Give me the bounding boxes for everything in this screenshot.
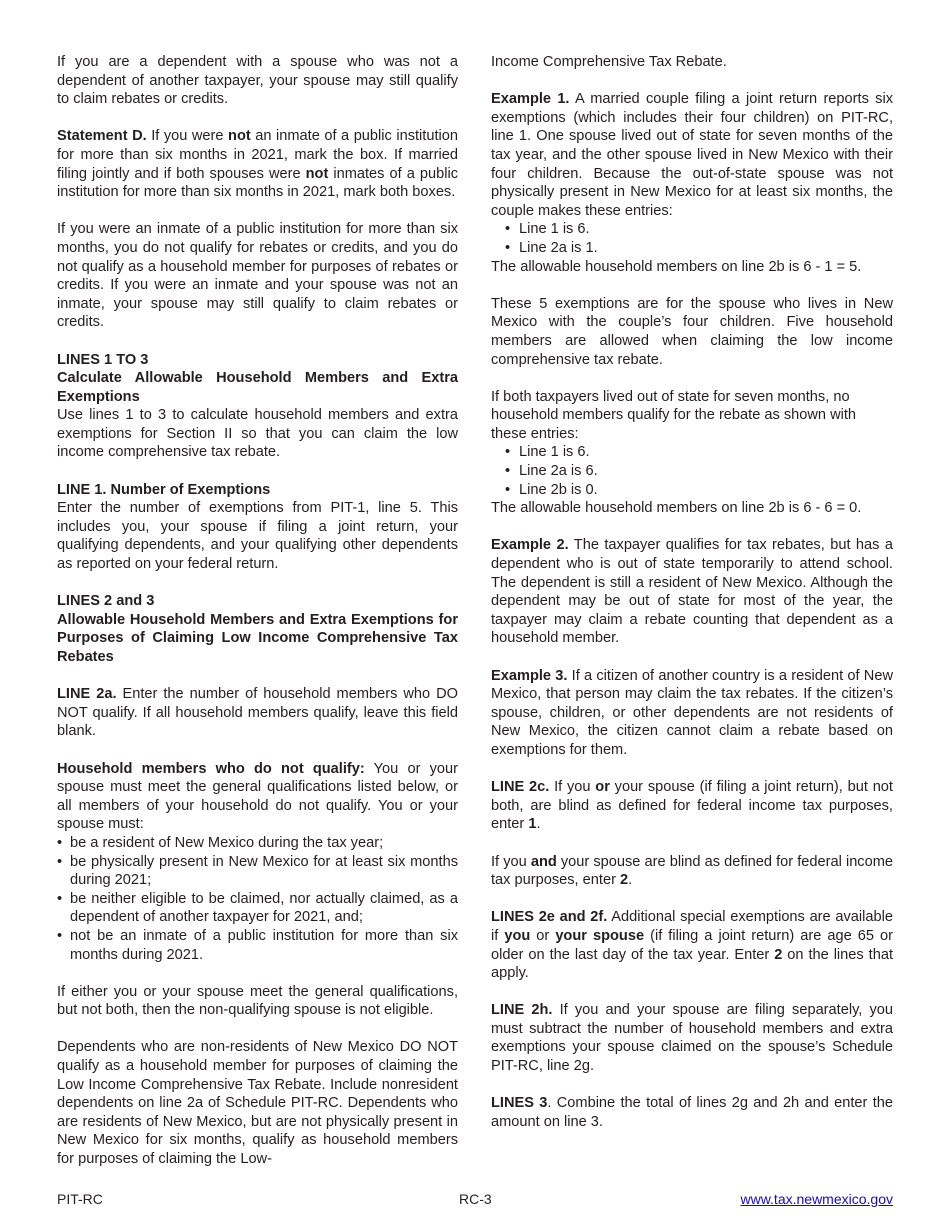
dependents-paragraph: Dependents who are non-residents of New Mexico DO NOT qualify as a household member for purposes of claiming the Low Income Comprehensive Tax Rebate. Include nonresident dependents on line 2a of Schedule PIT-RC. Dependents who are residents of New Mexico, but are not physically present in New Mexico for six months, qualify as household members for purposes of claiming the Low- <box>57 1039 458 1168</box>
either-spouse-paragraph: If either you or your spouse meet the general qualifications, but not both, then the non-qualifying spouse is not eligible. <box>57 983 458 1019</box>
lines-1-3-heading: LINES 1 TO 3 <box>57 351 149 368</box>
both-out-of-state-list <box>491 443 893 499</box>
example-2-paragraph: Example 2. The taxpayer qualifies for tax rebates, but has a dependent who is out of state temporarily to attend school. The dependent is still a resident of New Mexico. Although the dependent may be out of state for most of the year, the taxpayer may claim a rebate counting that dependent as a household member. <box>491 537 893 647</box>
statement-d-paragraph: Statement D. If you were not an inmate of a public institution for more than six months in 2021, mark the box. If married filing jointly and if both spouses were not inmates of a public institution for more than six months in 2021, mark both boxes. <box>57 128 458 201</box>
qualification-list <box>57 834 458 964</box>
household-members-paragraph: Household members who do not qualify: You or your spouse must meet the general qualifications listed below, or all members of your household do not qualify. You or your spouse must: <box>57 760 458 833</box>
five-exemptions-paragraph: These 5 exemptions are for the spouse who lives in New Mexico with the couple’s four children. Five household members are allowed when claiming the low income comprehensive tax rebate. <box>491 295 893 368</box>
spouse-dependent-paragraph: If you are a dependent with a spouse who was not a dependent of another taxpayer, your spouse may still qualify to claim rebates or credits. <box>57 54 458 108</box>
line-1-heading: LINE 1. Number of Exemptions <box>57 481 271 498</box>
lines-2e-2f-paragraph: LINES 2e and 2f. Additional special exemptions are available if you or your spouse (if filing a joint return) are age 65 or older on the last day of the tax year. Enter 2 on the lines that apply. <box>491 909 893 982</box>
line-2a-paragraph: LINE 2a. Enter the number of household members who DO NOT qualify. If all household members qualify, leave this field blank. <box>57 686 458 740</box>
page-footer <box>57 1190 893 1210</box>
lines-3-paragraph: LINES 3. Combine the total of lines 2g and 2h and enter the amount on line 3. <box>491 1095 893 1130</box>
list-item: • Line 1 is 6. <box>491 443 893 462</box>
left-column <box>57 53 458 1187</box>
example-3-paragraph: Example 3. If a citizen of another country is a resident of New Mexico, that person may claim the tax rebates. If the citizen’s spouse, children, or other dependents are not residents of New Mexico, the citizen cannot claim a rebate based on exemptions for them. <box>491 667 893 758</box>
example-1-paragraph: Example 1. A married couple filing a joint return reports six exemptions (which includes their four children) on PIT-RC, line 1. One spouse lived out of state for seven months of the tax year, and the other spouse lived in New Mexico with their four children. Because the out-of-state spouse was not physically present in New Mexico for at least six months, the couple makes these entries: <box>491 91 893 219</box>
line-2c-paragraph: LINE 2c. If you or your spouse (if filing a joint return), but not both, are blind as defined for federal income tax purposes, enter 1. <box>491 779 893 833</box>
lines-2-3-heading: LINES 2 and 3 <box>57 593 155 610</box>
continued-text: Income Comprehensive Tax Rebate. <box>491 54 727 70</box>
list-item: • Line 2a is 6. <box>491 462 893 481</box>
both-out-of-state-paragraph: If both taxpayers lived out of state for seven months, no household members qualify for the rebate as shown with these entries: <box>491 388 857 442</box>
both-blind-paragraph: If you and your spouse are blind as defined for federal income tax purposes, enter 2. <box>491 853 893 889</box>
list-item: • be physically present in New Mexico for at least six months during 2021; <box>57 853 458 890</box>
lines-1-3-subheading: Calculate Allowable Household Members and Extra Exemptions <box>57 370 458 405</box>
both-out-of-state-result: The allowable household members on line 2b is 6 - 6 = 0. <box>491 500 862 517</box>
list-item: • Line 1 is 6. <box>491 220 893 239</box>
lines-1-3-text: Use lines 1 to 3 to calculate household members and extra exemptions for Section II so that you can claim the low income comprehensive tax rebate. <box>57 407 458 461</box>
statement-d-label: Statement D. <box>57 128 147 145</box>
example-1-result: The allowable household members on line 2b is 6 - 1 = 5. <box>491 258 862 275</box>
form-name: PIT-RC <box>57 1191 103 1207</box>
example-1-list <box>491 220 893 257</box>
list-item: • be neither eligible to be claimed, nor actually claimed, as a dependent of another taxpayer for 2021, and; <box>57 890 458 927</box>
line-2h-paragraph: LINE 2h. If you and your spouse are filing separately, you must subtract the number of household members and extra exemptions your spouse claimed on the spouse’s Schedule PIT-RC, line 2g. <box>491 1002 893 1075</box>
line-1-text: Enter the number of exemptions from PIT-1, line 5. This includes you, your spouse if filing a joint return, your qualifying dependents, and your qualifying other dependents as reported on your federal return. <box>57 500 458 573</box>
lines-2-3-subheading: Allowable Household Members and Extra Exemptions for Purposes of Claiming Low Income Comprehensive Tax Rebates <box>57 611 458 665</box>
page-number: RC-3 <box>459 1191 492 1207</box>
list-item: • be a resident of New Mexico during the tax year; <box>57 834 458 853</box>
inmate-paragraph: If you were an inmate of a public institution for more than six months, you do not qualify for rebates or credits, and you do not qualify as a household member for purposes of rebates or credits. If you were an inmate and your spouse was not an inmate, your spouse may still qualify to claim rebates or credits. <box>57 221 458 331</box>
right-column <box>491 53 893 1150</box>
list-item: • Line 2b is 0. <box>491 481 893 500</box>
list-item: • Line 2a is 1. <box>491 239 893 258</box>
website-link[interactable]: www.tax.newmexico.gov <box>740 1191 893 1207</box>
list-item: • not be an inmate of a public institution for more than six months during 2021. <box>57 927 458 964</box>
